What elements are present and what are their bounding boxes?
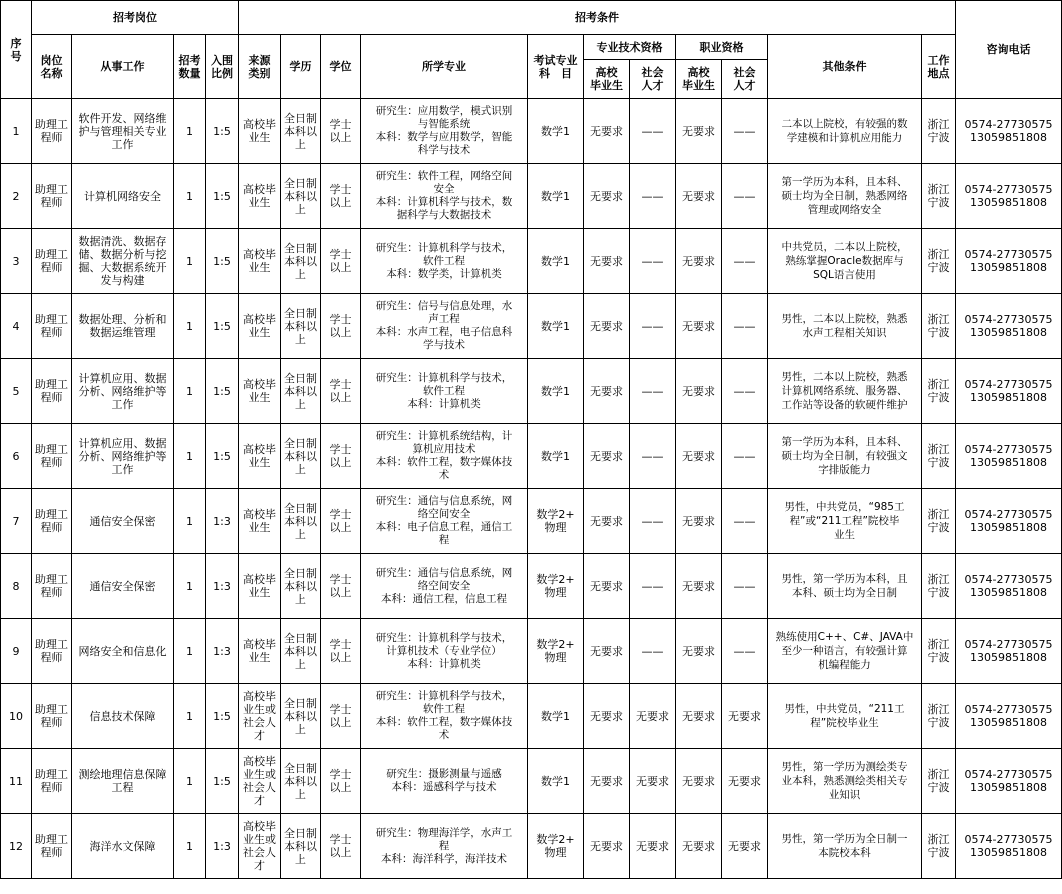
cell-voc-college-grad: 无要求: [676, 814, 722, 879]
cell-voc-social-talent: ——: [722, 294, 768, 359]
cell-post-name: 助理工 程师: [32, 554, 72, 619]
cell-seq: 9: [1, 619, 32, 684]
cell-work: 通信安全保密: [72, 554, 174, 619]
table-row: [1, 359, 1062, 424]
cell-phone: 0574-27730575 13059851808: [956, 294, 1062, 359]
cell-post-name: 助理工 程师: [32, 229, 72, 294]
header-degree: 学位: [321, 35, 361, 99]
cell-count: 1: [174, 749, 206, 814]
cell-count: 1: [174, 164, 206, 229]
cell-post-name: 助理工 程师: [32, 294, 72, 359]
header-location: 工作 地点: [922, 35, 956, 99]
cell-seq: 2: [1, 164, 32, 229]
cell-work: 计算机网络安全: [72, 164, 174, 229]
cell-exam-subject: 数学1: [528, 684, 584, 749]
cell-degree: 学士 以上: [321, 229, 361, 294]
cell-ratio: 1:5: [206, 359, 239, 424]
cell-work: 海洋水文保障: [72, 814, 174, 879]
header-voc-qualification: 职业资格: [676, 35, 768, 60]
cell-education: 全日制 本科以 上: [281, 99, 321, 164]
cell-prof-college-grad: 无要求: [584, 424, 630, 489]
cell-post-name: 助理工 程师: [32, 99, 72, 164]
cell-prof-social-talent: ——: [630, 424, 676, 489]
cell-prof-social-talent: ——: [630, 99, 676, 164]
cell-work: 网络安全和信息化: [72, 619, 174, 684]
cell-work: 数据处理、分析和 数据运维管理: [72, 294, 174, 359]
cell-work: 计算机应用、数据 分析、网络维护等 工作: [72, 424, 174, 489]
table-body: [1, 99, 1062, 879]
header-prof-social-talent: 社会 人才: [630, 60, 676, 99]
cell-other: 男性，二本以上院校，熟悉 水声工程相关知识: [768, 294, 922, 359]
cell-voc-social-talent: ——: [722, 359, 768, 424]
cell-location: 浙江 宁波: [922, 294, 956, 359]
cell-voc-social-talent: ——: [722, 554, 768, 619]
cell-voc-college-grad: 无要求: [676, 554, 722, 619]
cell-phone: 0574-27730575 13059851808: [956, 554, 1062, 619]
cell-post-name: 助理工 程师: [32, 164, 72, 229]
cell-education: 全日制 本科以 上: [281, 749, 321, 814]
cell-location: 浙江 宁波: [922, 489, 956, 554]
cell-source: 高校毕 业生或 社会人 才: [239, 749, 281, 814]
cell-major: 研究生：计算机科学与技术， 计算机技术（专业学位） 本科：计算机类: [361, 619, 528, 684]
cell-education: 全日制 本科以 上: [281, 619, 321, 684]
cell-prof-social-talent: ——: [630, 489, 676, 554]
cell-post-name: 助理工 程师: [32, 359, 72, 424]
cell-prof-social-talent: 无要求: [630, 684, 676, 749]
cell-prof-college-grad: 无要求: [584, 294, 630, 359]
cell-prof-college-grad: 无要求: [584, 684, 630, 749]
header-prof-college-grad: 高校 毕业生: [584, 60, 630, 99]
table-row: [1, 164, 1062, 229]
cell-count: 1: [174, 99, 206, 164]
cell-other: 中共党员，二本以上院校， 熟练掌握Oracle数据库与 SQL语言使用: [768, 229, 922, 294]
cell-other: 二本以上院校，有较强的数 学建模和计算机应用能力: [768, 99, 922, 164]
header-other: 其他条件: [768, 35, 922, 99]
header-voc-college-grad: 高校 毕业生: [676, 60, 722, 99]
cell-voc-college-grad: 无要求: [676, 229, 722, 294]
cell-degree: 学士 以上: [321, 749, 361, 814]
cell-degree: 学士 以上: [321, 684, 361, 749]
cell-degree: 学士 以上: [321, 164, 361, 229]
cell-phone: 0574-27730575 13059851808: [956, 359, 1062, 424]
cell-count: 1: [174, 814, 206, 879]
cell-voc-college-grad: 无要求: [676, 99, 722, 164]
cell-degree: 学士 以上: [321, 619, 361, 684]
cell-count: 1: [174, 619, 206, 684]
cell-prof-college-grad: 无要求: [584, 814, 630, 879]
cell-source: 高校毕 业生或 社会人 才: [239, 814, 281, 879]
table-row: [1, 489, 1062, 554]
cell-source: 高校毕 业生: [239, 424, 281, 489]
header-education: 学历: [281, 35, 321, 99]
cell-ratio: 1:5: [206, 229, 239, 294]
cell-voc-college-grad: 无要求: [676, 619, 722, 684]
cell-work: 通信安全保密: [72, 489, 174, 554]
cell-location: 浙江 宁波: [922, 684, 956, 749]
cell-exam-subject: 数学2+ 物理: [528, 814, 584, 879]
cell-phone: 0574-27730575 13059851808: [956, 164, 1062, 229]
cell-prof-social-talent: ——: [630, 229, 676, 294]
cell-ratio: 1:3: [206, 554, 239, 619]
cell-education: 全日制 本科以 上: [281, 424, 321, 489]
cell-seq: 3: [1, 229, 32, 294]
cell-major: 研究生：计算机科学与技术， 软件工程 本科：软件工程，数字媒体技 术: [361, 684, 528, 749]
cell-work: 测绘地理信息保障 工程: [72, 749, 174, 814]
cell-major: 研究生：计算机科学与技术， 软件工程 本科：数学类，计算机类: [361, 229, 528, 294]
cell-ratio: 1:5: [206, 749, 239, 814]
cell-seq: 7: [1, 489, 32, 554]
cell-count: 1: [174, 684, 206, 749]
cell-location: 浙江 宁波: [922, 229, 956, 294]
cell-other: 男性，第一学历为全日制一 本院校本科: [768, 814, 922, 879]
cell-education: 全日制 本科以 上: [281, 554, 321, 619]
cell-count: 1: [174, 229, 206, 294]
header-phone: 咨询电话: [956, 1, 1062, 99]
cell-voc-social-talent: ——: [722, 619, 768, 684]
header-prof-qualification: 专业技术资格: [584, 35, 676, 60]
table-row: [1, 294, 1062, 359]
cell-location: 浙江 宁波: [922, 619, 956, 684]
cell-phone: 0574-27730575 13059851808: [956, 814, 1062, 879]
cell-count: 1: [174, 489, 206, 554]
header-ratio: 入围 比例: [206, 35, 239, 99]
cell-exam-subject: 数学1: [528, 424, 584, 489]
cell-voc-social-talent: ——: [722, 164, 768, 229]
cell-seq: 4: [1, 294, 32, 359]
header-seq: 序 号: [1, 1, 32, 99]
cell-degree: 学士 以上: [321, 359, 361, 424]
cell-degree: 学士 以上: [321, 814, 361, 879]
cell-other: 男性，中共党员，“985工 程”或“211工程”院校毕 业生: [768, 489, 922, 554]
cell-major: 研究生：信号与信息处理，水 声工程 本科：水声工程，电子信息科 学与技术: [361, 294, 528, 359]
cell-voc-social-talent: ——: [722, 424, 768, 489]
cell-major: 研究生：计算机系统结构，计 算机应用技术 本科：软件工程，数字媒体技 术: [361, 424, 528, 489]
cell-count: 1: [174, 294, 206, 359]
cell-prof-college-grad: 无要求: [584, 619, 630, 684]
table-row: [1, 229, 1062, 294]
cell-source: 高校毕 业生: [239, 229, 281, 294]
header-count: 招考 数量: [174, 35, 206, 99]
cell-work: 计算机应用、数据 分析、网络维护等 工作: [72, 359, 174, 424]
cell-ratio: 1:3: [206, 489, 239, 554]
cell-post-name: 助理工 程师: [32, 619, 72, 684]
cell-phone: 0574-27730575 13059851808: [956, 99, 1062, 164]
cell-post-name: 助理工 程师: [32, 749, 72, 814]
cell-location: 浙江 宁波: [922, 359, 956, 424]
cell-other: 第一学历为本科，且本科、 硕士均为全日制，有较强文 字排版能力: [768, 424, 922, 489]
cell-seq: 1: [1, 99, 32, 164]
cell-ratio: 1:3: [206, 619, 239, 684]
table-row: [1, 619, 1062, 684]
header-group-post: 招考岗位: [32, 1, 239, 35]
cell-education: 全日制 本科以 上: [281, 814, 321, 879]
cell-phone: 0574-27730575 13059851808: [956, 749, 1062, 814]
cell-prof-college-grad: 无要求: [584, 749, 630, 814]
cell-prof-social-talent: ——: [630, 294, 676, 359]
cell-voc-college-grad: 无要求: [676, 359, 722, 424]
cell-seq: 12: [1, 814, 32, 879]
cell-seq: 8: [1, 554, 32, 619]
cell-prof-social-talent: 无要求: [630, 749, 676, 814]
cell-post-name: 助理工 程师: [32, 684, 72, 749]
cell-voc-social-talent: 无要求: [722, 814, 768, 879]
cell-prof-college-grad: 无要求: [584, 489, 630, 554]
header-major: 所学专业: [361, 35, 528, 99]
cell-count: 1: [174, 554, 206, 619]
cell-source: 高校毕 业生: [239, 359, 281, 424]
cell-source: 高校毕 业生: [239, 489, 281, 554]
cell-ratio: 1:5: [206, 294, 239, 359]
header-group-conditions: 招考条件: [239, 1, 956, 35]
cell-location: 浙江 宁波: [922, 814, 956, 879]
cell-voc-college-grad: 无要求: [676, 489, 722, 554]
cell-exam-subject: 数学1: [528, 99, 584, 164]
header-source: 来源 类别: [239, 35, 281, 99]
cell-source: 高校毕 业生: [239, 294, 281, 359]
cell-voc-college-grad: 无要求: [676, 684, 722, 749]
cell-post-name: 助理工 程师: [32, 489, 72, 554]
table-row: [1, 684, 1062, 749]
cell-exam-subject: 数学1: [528, 164, 584, 229]
table-header: [1, 1, 1062, 99]
cell-phone: 0574-27730575 13059851808: [956, 424, 1062, 489]
cell-ratio: 1:5: [206, 99, 239, 164]
cell-location: 浙江 宁波: [922, 164, 956, 229]
cell-other: 第一学历为本科，且本科、 硕士均为全日制，熟悉网络 管理或网络安全: [768, 164, 922, 229]
cell-seq: 11: [1, 749, 32, 814]
cell-major: 研究生：通信与信息系统，网 络空间安全 本科：电子信息工程，通信工 程: [361, 489, 528, 554]
cell-education: 全日制 本科以 上: [281, 489, 321, 554]
cell-location: 浙江 宁波: [922, 99, 956, 164]
cell-work: 信息技术保障: [72, 684, 174, 749]
header-exam-subject: 考试专业 科 目: [528, 35, 584, 99]
cell-post-name: 助理工 程师: [32, 424, 72, 489]
cell-education: 全日制 本科以 上: [281, 229, 321, 294]
cell-voc-social-talent: 无要求: [722, 749, 768, 814]
cell-source: 高校毕 业生: [239, 164, 281, 229]
cell-exam-subject: 数学1: [528, 359, 584, 424]
cell-prof-social-talent: ——: [630, 619, 676, 684]
cell-work: 软件开发、网络维 护与管理相关专业 工作: [72, 99, 174, 164]
cell-degree: 学士 以上: [321, 554, 361, 619]
cell-other: 熟练使用C++、C#、JAVA中 至少一种语言，有较强计算 机编程能力: [768, 619, 922, 684]
cell-seq: 10: [1, 684, 32, 749]
cell-phone: 0574-27730575 13059851808: [956, 489, 1062, 554]
cell-voc-social-talent: ——: [722, 99, 768, 164]
cell-ratio: 1:3: [206, 814, 239, 879]
cell-major: 研究生：计算机科学与技术， 软件工程 本科：计算机类: [361, 359, 528, 424]
cell-count: 1: [174, 424, 206, 489]
cell-seq: 5: [1, 359, 32, 424]
cell-prof-college-grad: 无要求: [584, 359, 630, 424]
cell-major: 研究生：软件工程，网络空间 安全 本科：计算机科学与技术，数 据科学与大数据技术: [361, 164, 528, 229]
cell-work: 数据清洗、数据存 储、数据分析与挖 掘、大数据系统开 发与构建: [72, 229, 174, 294]
cell-prof-college-grad: 无要求: [584, 164, 630, 229]
cell-location: 浙江 宁波: [922, 749, 956, 814]
table-row: [1, 749, 1062, 814]
cell-other: 男性，中共党员，“211工 程”院校毕业生: [768, 684, 922, 749]
cell-prof-social-talent: ——: [630, 164, 676, 229]
header-voc-social-talent: 社会 人才: [722, 60, 768, 99]
cell-education: 全日制 本科以 上: [281, 359, 321, 424]
cell-prof-college-grad: 无要求: [584, 229, 630, 294]
cell-voc-college-grad: 无要求: [676, 164, 722, 229]
cell-phone: 0574-27730575 13059851808: [956, 229, 1062, 294]
table-row: [1, 99, 1062, 164]
cell-education: 全日制 本科以 上: [281, 294, 321, 359]
cell-phone: 0574-27730575 13059851808: [956, 684, 1062, 749]
table-row: [1, 814, 1062, 879]
cell-exam-subject: 数学1: [528, 294, 584, 359]
header-post-name: 岗位 名称: [32, 35, 72, 99]
cell-voc-social-talent: ——: [722, 229, 768, 294]
cell-other: 男性，第一学历为测绘类专 业本科，熟悉测绘类相关专 业知识: [768, 749, 922, 814]
cell-ratio: 1:5: [206, 424, 239, 489]
cell-degree: 学士 以上: [321, 294, 361, 359]
cell-major: 研究生：通信与信息系统，网 络空间安全 本科：通信工程，信息工程: [361, 554, 528, 619]
cell-prof-social-talent: ——: [630, 359, 676, 424]
cell-ratio: 1:5: [206, 684, 239, 749]
header-work: 从事工作: [72, 35, 174, 99]
cell-education: 全日制 本科以 上: [281, 684, 321, 749]
cell-voc-college-grad: 无要求: [676, 424, 722, 489]
cell-prof-college-grad: 无要求: [584, 554, 630, 619]
cell-voc-social-talent: ——: [722, 489, 768, 554]
cell-phone: 0574-27730575 13059851808: [956, 619, 1062, 684]
cell-major: 研究生：摄影测量与遥感 本科：遥感科学与技术: [361, 749, 528, 814]
cell-source: 高校毕 业生: [239, 99, 281, 164]
table-row: [1, 424, 1062, 489]
cell-degree: 学士 以上: [321, 489, 361, 554]
cell-other: 男性，二本以上院校，熟悉 计算机网络系统、服务器、 工作站等设备的软硬件维护: [768, 359, 922, 424]
cell-education: 全日制 本科以 上: [281, 164, 321, 229]
cell-exam-subject: 数学2+ 物理: [528, 554, 584, 619]
cell-prof-social-talent: 无要求: [630, 814, 676, 879]
cell-exam-subject: 数学1: [528, 229, 584, 294]
cell-seq: 6: [1, 424, 32, 489]
cell-source: 高校毕 业生: [239, 619, 281, 684]
cell-location: 浙江 宁波: [922, 424, 956, 489]
cell-prof-college-grad: 无要求: [584, 99, 630, 164]
cell-voc-college-grad: 无要求: [676, 749, 722, 814]
cell-other: 男性，第一学历为本科，且 本科、硕士均为全日制: [768, 554, 922, 619]
cell-prof-social-talent: ——: [630, 554, 676, 619]
cell-voc-social-talent: 无要求: [722, 684, 768, 749]
cell-major: 研究生：应用数学，模式识别 与智能系统 本科：数学与应用数学，智能 科学与技术: [361, 99, 528, 164]
cell-count: 1: [174, 359, 206, 424]
cell-exam-subject: 数学2+ 物理: [528, 619, 584, 684]
table-row: [1, 554, 1062, 619]
cell-voc-college-grad: 无要求: [676, 294, 722, 359]
cell-source: 高校毕 业生: [239, 554, 281, 619]
cell-major: 研究生：物理海洋学，水声工 程 本科：海洋科学，海洋技术: [361, 814, 528, 879]
cell-source: 高校毕 业生或 社会人 才: [239, 684, 281, 749]
cell-degree: 学士 以上: [321, 99, 361, 164]
cell-degree: 学士 以上: [321, 424, 361, 489]
cell-exam-subject: 数学2+ 物理: [528, 489, 584, 554]
cell-post-name: 助理工 程师: [32, 814, 72, 879]
cell-exam-subject: 数学1: [528, 749, 584, 814]
cell-location: 浙江 宁波: [922, 554, 956, 619]
cell-ratio: 1:5: [206, 164, 239, 229]
